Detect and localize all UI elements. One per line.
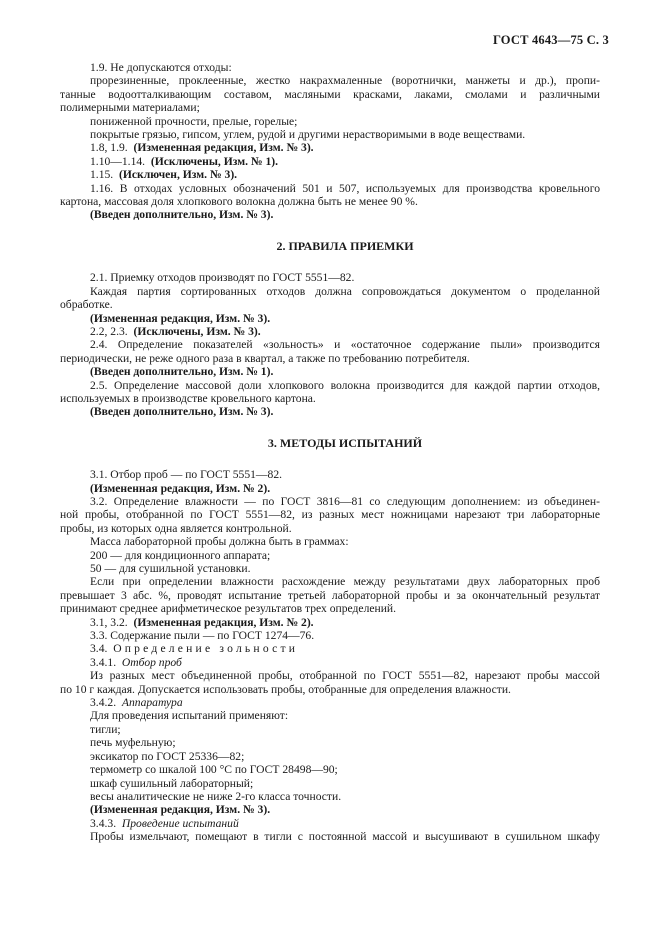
amendment-note: (Измененная редакция, Изм. № 2). <box>90 481 271 495</box>
amendment-note: (Измененная редакция, Изм. № 3). <box>90 803 271 817</box>
text-line: 1.16. В отходах условных обозначений 501 и 507, используемых для производства кровельного <box>90 181 600 195</box>
text-line: тигли; <box>90 722 121 736</box>
text-line <box>90 141 600 154</box>
amendment-note: (Введен дополнительно, Изм. № 3). <box>90 405 274 419</box>
clause-number: 1.15. <box>90 168 119 182</box>
text-line: Масса лабораторной пробы должна быть в граммах: <box>90 535 349 549</box>
page-header: ГОСТ 4643—75 С. 3 <box>492 33 609 47</box>
text-line: 2.1. Приемку отходов производят по ГОСТ 5551—82. <box>90 271 355 285</box>
clause-number: 1.8, 1.9. <box>90 141 134 155</box>
text-line <box>90 168 600 181</box>
text-line: шкаф сушильный лабораторный; <box>90 776 254 790</box>
text-line: принимают среднее арифметическое результатов трех определений. <box>60 602 397 616</box>
text-line <box>90 155 600 168</box>
document-body <box>60 61 600 844</box>
text-line: 50 — для сушильной установки. <box>90 562 251 575</box>
text-line: 1.9. Не допускаются отходы: <box>90 61 232 74</box>
text-line: Из разных мест объединенной пробы, отобранной по ГОСТ 5551—82, нарезают пробы массой <box>90 669 600 683</box>
text-line: по 10 г каждая. Допускается использовать пробы, отобранные для определения влажности. <box>60 682 511 696</box>
subsection-title: Аппаратура <box>121 696 183 710</box>
text-line: 2.5. Определение массовой доли хлопкового волокна производится для каждой партии отходов, <box>90 378 600 392</box>
section-heading: 3. МЕТОДЫ ИСПЫТАНИЙ <box>267 435 423 450</box>
text-line: Если при определении влажности расхождение между результатами двух лабораторных проб <box>90 575 600 589</box>
clause-number: 2.2, 2.3. <box>90 324 134 338</box>
text-line <box>90 642 600 655</box>
text-line: Для проведения испытаний применяют: <box>90 709 289 723</box>
clause-number: 1.10—1.14. <box>90 154 151 168</box>
clause-number: 3.4.2. <box>90 696 122 710</box>
text-line: полимерными материалами; <box>60 101 200 115</box>
text-line <box>90 817 600 830</box>
amendment-note: (Исключен, Изм. № 3). <box>118 168 238 182</box>
text-line: 3.1. Отбор проб — по ГОСТ 5551—82. <box>90 468 283 482</box>
text-line: пониженной прочности, прелые, горелые; <box>90 114 298 128</box>
text-line <box>90 696 600 709</box>
text-line: весы аналитические не ниже 2-го класса точности. <box>90 789 342 803</box>
amendment-note: (Измененная редакция, Изм. № 3). <box>133 141 314 155</box>
clause-number: 3.4.1. <box>90 655 122 669</box>
amendment-note: (Исключены, Изм. № 1). <box>150 154 279 168</box>
text-line: 3.3. Содержание пыли — по ГОСТ 1274—76. <box>90 629 315 643</box>
text-line <box>90 325 600 338</box>
amendment-note: (Измененная редакция, Изм. № 3). <box>90 311 271 325</box>
spaced-heading: Определение зольности <box>113 642 299 656</box>
text-line: прорезиненные, проклеенные, жестко накрахмаленные (воротнички, манжеты и др.), пропи- <box>90 74 600 88</box>
clause-number: 3.4. <box>90 642 114 656</box>
amendment-note: (Измененная редакция, Изм. № 2). <box>133 615 314 629</box>
text-line: Каждая партия сортированных отходов должна сопровождаться документом о проделанной <box>90 284 600 298</box>
clause-number: 3.4.3. <box>90 816 122 830</box>
text-line <box>90 616 600 629</box>
text-line: покрытые грязью, гипсом, углем, рудой и другими нерастворимыми в воде веществами. <box>90 128 526 142</box>
text-line: 200 — для кондиционного аппарата; <box>90 548 271 562</box>
text-line <box>90 656 600 669</box>
text-line: танные водоотталкивающим составом, масляными красками, лаками, смолами и различными <box>60 87 600 101</box>
text-line: пробы, из которых одна является контрольной. <box>60 521 292 535</box>
text-line: термометр со шкалой 100 °С по ГОСТ 28498—90; <box>90 763 338 777</box>
section-heading: 2. ПРАВИЛА ПРИЕМКИ <box>276 238 414 253</box>
amendment-note: (Введен дополнительно, Изм. № 1). <box>90 365 274 379</box>
text-line: 3.2. Определение влажности — по ГОСТ 3816—81 со следующим дополнением: из объединен- <box>90 494 600 508</box>
text-line: 2.4. Определение показателей «зольность» и «остаточное содержание пыли» производится <box>90 338 600 352</box>
amendment-note: (Исключены, Изм. № 3). <box>133 324 261 338</box>
clause-number: 3.1, 3.2. <box>90 615 134 629</box>
text-line: используемых в производстве кровельного картона. <box>60 391 316 405</box>
text-line: печь муфельную; <box>90 736 176 750</box>
text-line: обработке. <box>60 298 113 312</box>
text-line: периодически, не реже одного раза в квартал, а также по требованию потребителя. <box>60 351 470 365</box>
text-line: ной пробы, отобранной по ГОСТ 5551—82, из разных мест ножницами нарезают три лабораторные <box>60 508 600 522</box>
subsection-title: Проведение испытаний <box>121 816 239 830</box>
text-line: картона, массовая доля хлопкового волокна должна быть не менее 90 %. <box>60 195 418 209</box>
text-line: Пробы измельчают, помещают в тигли с постоянной массой и высушивают в сушильном шкафу <box>90 830 600 844</box>
text-line: превышает 3 абс. %, проводят испытание третьей лабораторной пробы и за окончательный результат <box>60 588 600 602</box>
amendment-note: (Введен дополнительно, Изм. № 3). <box>90 208 274 222</box>
text-line: эксикатор по ГОСТ 25336—82; <box>90 749 245 763</box>
subsection-title: Отбор проб <box>121 655 182 669</box>
